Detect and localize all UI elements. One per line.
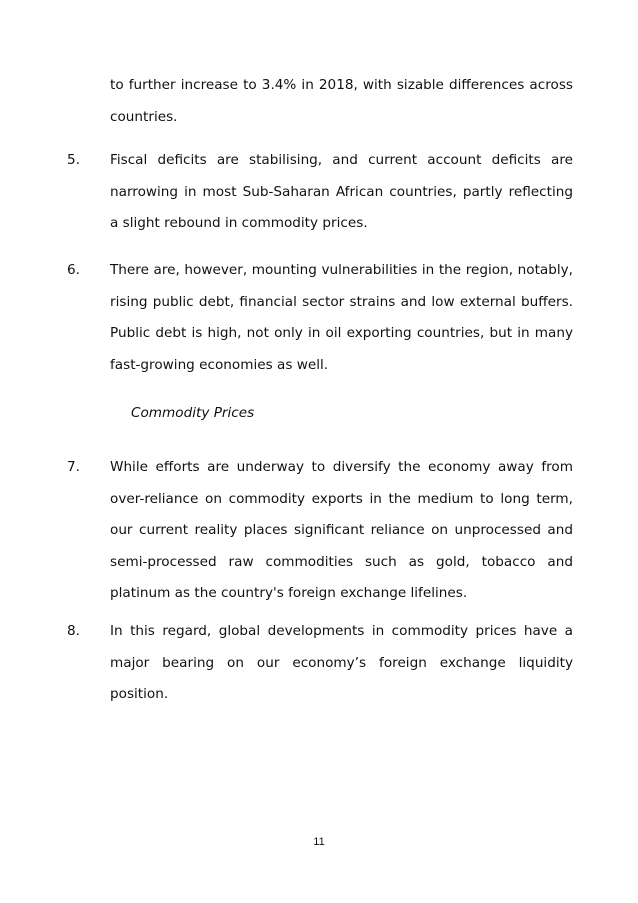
section-subheading: Commodity Prices: [131, 405, 255, 421]
page-number: 11: [313, 836, 325, 848]
paragraph-number: 5.: [67, 152, 80, 168]
paragraph-text: In this regard, global developments in commodity prices have a major bearing on our economy’s foreign exchange liquidity position.: [110, 623, 573, 702]
paragraph-number: 7.: [67, 459, 80, 475]
paragraph-text: There are, however, mounting vulnerabilities in the region, notably, rising public debt, financial sector strains and low external buffers. Public debt is high, not only in oil exporting countries, but in many fast-growing economies as well.: [110, 262, 573, 373]
paragraph-text: Fiscal deficits are stabilising, and current account deficits are narrowing in most Sub-Saharan African countries, partly reflecting a slight rebound in commodity prices.: [110, 152, 573, 231]
paragraph-number: 6.: [67, 262, 80, 278]
paragraph-text: While efforts are underway to diversify the economy away from over-reliance on commodity exports in the medium to long term, our current reality places significant reliance on unprocessed and semi-processed raw commodities such as gold, tobacco and platinum as the country's foreign exchange lifelines.: [110, 459, 573, 601]
paragraph-number: 8.: [67, 623, 80, 639]
continuation-paragraph: to further increase to 3.4% in 2018, with sizable differences across countries.: [110, 77, 573, 125]
